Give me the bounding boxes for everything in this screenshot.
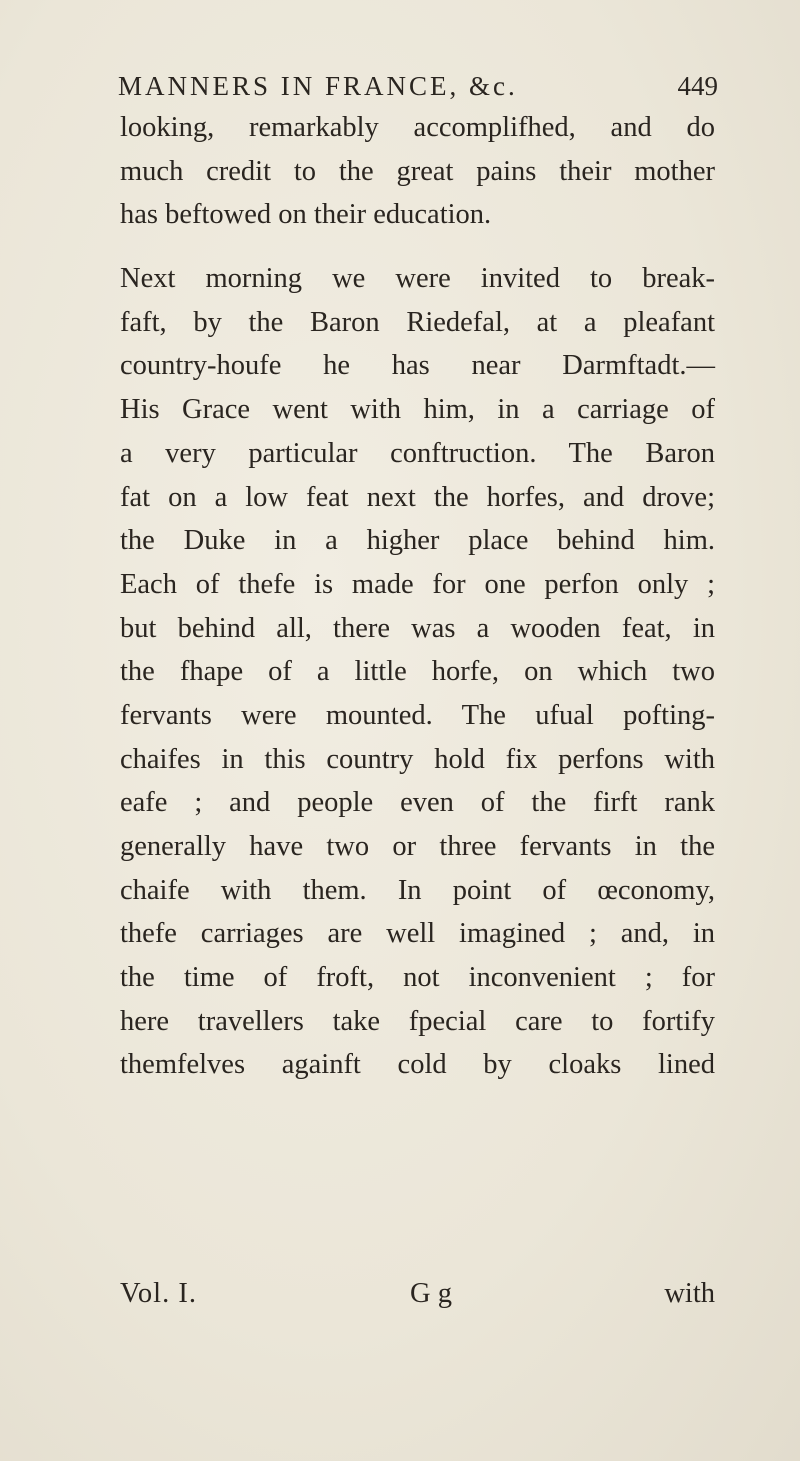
body-text bbox=[120, 106, 715, 1087]
text-line: has beftowed on their education. bbox=[120, 199, 492, 231]
running-head bbox=[118, 66, 718, 106]
text-line: themfelves againft cold by cloaks lined bbox=[120, 1049, 715, 1081]
text-line: generally have two or three fervants in the bbox=[120, 831, 715, 862]
text-line: thefe carriages are well imagined ; and, in bbox=[120, 918, 715, 950]
text-line: a very particular conftruction. The Baron bbox=[120, 437, 715, 469]
running-head-title: MANNERS IN FRANCE, &c. bbox=[118, 71, 518, 101]
text-line: looking, remarkably accomplifhed, and do bbox=[120, 112, 715, 143]
text-line: the Duke in a higher place behind him. bbox=[120, 525, 715, 557]
text-line: much credit to the great pains their mother bbox=[120, 155, 715, 187]
text-line: eafe ; and people even of the firft rank bbox=[120, 787, 715, 819]
text-line: the fhape of a little horfe, on which two bbox=[120, 656, 715, 688]
text-line: country-houfe he has near Darmftadt.— bbox=[120, 350, 715, 382]
text-line: Next morning we were invited to break- bbox=[120, 263, 715, 295]
catchword: with bbox=[664, 1278, 715, 1309]
text-line: fervants were mounted. The ufual pofting- bbox=[120, 699, 715, 731]
text-line: chaifes in this country hold fix perfons with bbox=[120, 743, 715, 775]
text-line: His Grace went with him, in a carriage of bbox=[120, 394, 715, 426]
text-line: fat on a low feat next the horfes, and drove; bbox=[120, 481, 715, 513]
text-line: here travellers take fpecial care to fortify bbox=[120, 1005, 715, 1037]
text-line: but behind all, there was a wooden feat, in bbox=[120, 612, 715, 644]
text-line: Each of thefe is made for one perfon only ; bbox=[120, 568, 715, 600]
text-line: faft, by the Baron Riedefal, at a pleafant bbox=[120, 306, 715, 338]
text-line: the time of froft, not inconvenient ; for bbox=[120, 962, 715, 994]
page-footer bbox=[120, 1272, 715, 1316]
text-line: chaife with them. In point of œconomy, bbox=[120, 874, 715, 906]
volume-label: Vol. I. bbox=[120, 1278, 197, 1309]
page-number: 449 bbox=[677, 71, 718, 101]
signature-mark: G g bbox=[410, 1278, 452, 1309]
